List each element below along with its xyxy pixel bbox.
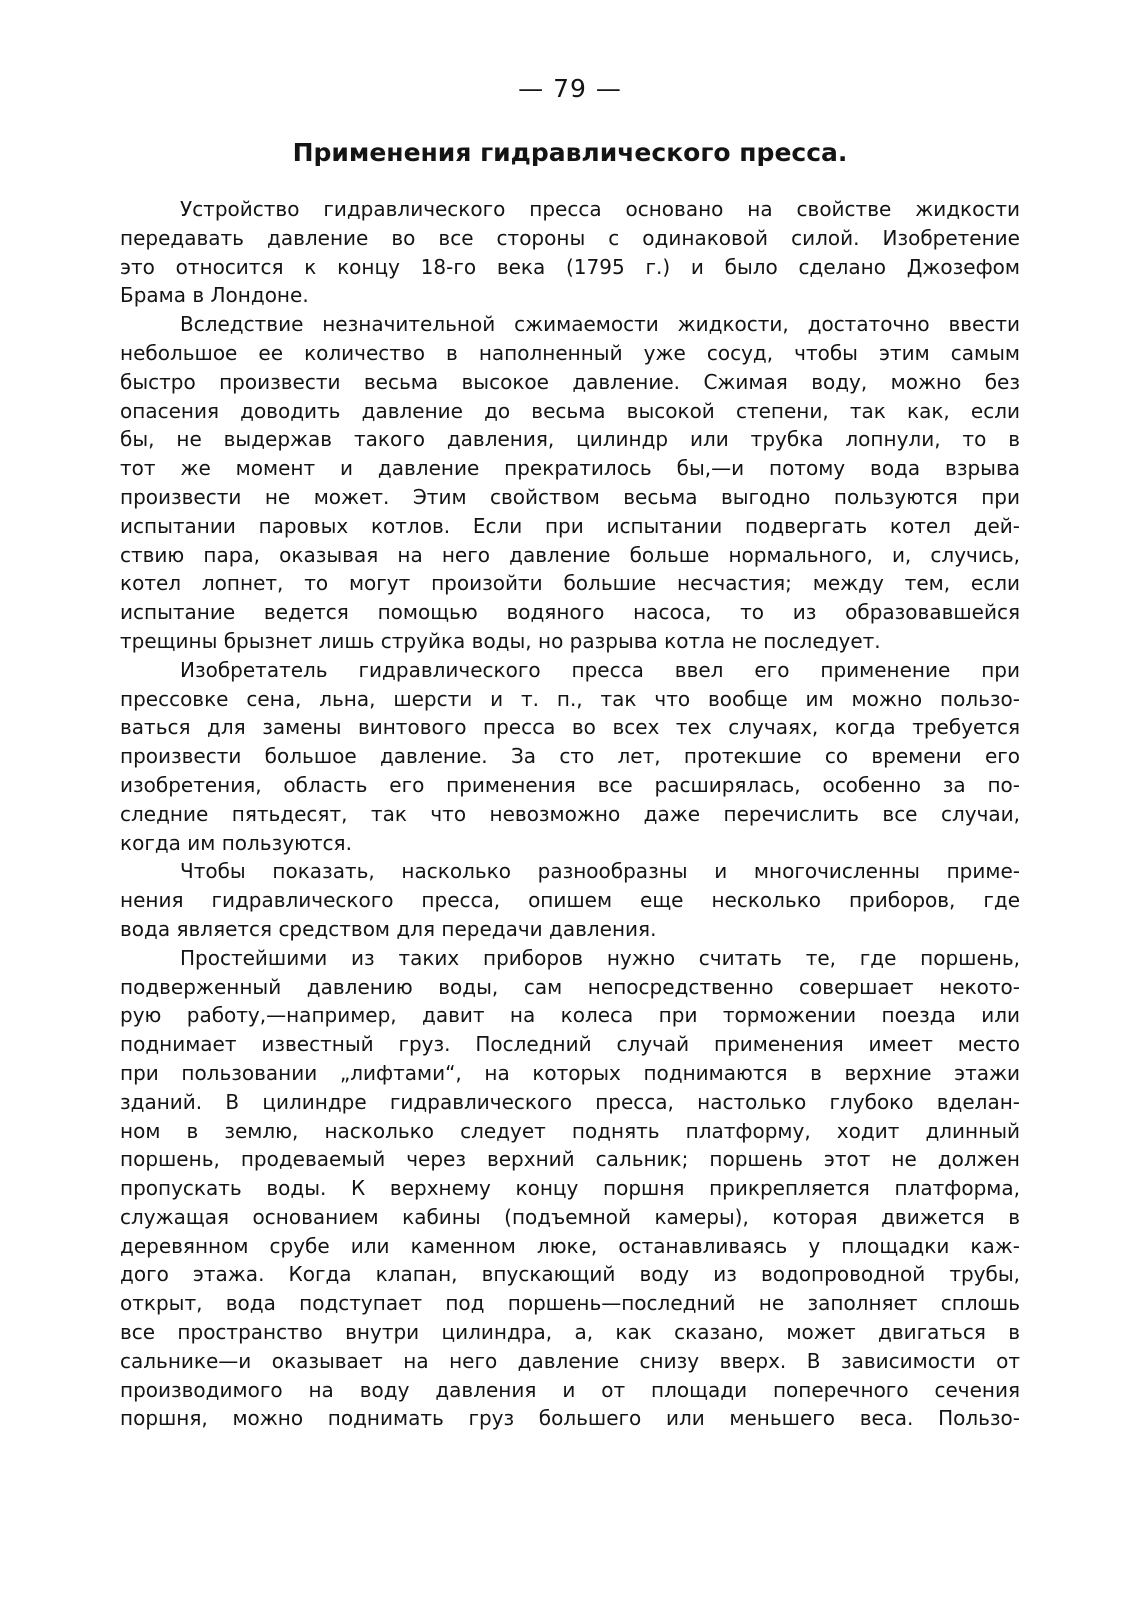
text-line: вода является средством для передачи давления. [120,916,657,941]
text-line: опасения доводить давление до весьма высокой степени, так как, если [120,398,1020,423]
body-text [120,195,1020,1433]
text-line: трещины брызнет лишь струйка воды, но разрыва котла не последует. [120,628,881,653]
text-line: сальнике—и оказывает на него давление снизу вверх. В зависимости от [120,1348,1020,1373]
text-line: испытании паровых котлов. Если при испытании подвергать котел дей- [120,513,1020,538]
paragraph [120,656,1020,858]
text-line: когда им пользуются. [120,830,352,855]
text-line: бы, не выдержав такого давления, цилиндр или трубка лопнули, то в [120,427,1020,452]
text-line: поршня, можно поднимать груз большего или меньшего веса. Пользо- [120,1406,1020,1431]
text-line: поршень, продеваемый через верхний сальник; поршень этот не должен [120,1147,1020,1172]
paragraph [120,857,1020,943]
text-line: следние пятьдесят, так что невозможно даже перечислить все случаи, [120,801,1020,826]
text-line: произвести не может. Этим свойством весьма выгодно пользуются при [120,484,1020,509]
text-line: рую работу,—например, давит на колеса при торможении поезда или [120,1003,1020,1028]
text-line: Вследствие незначительной сжимаемости жидкости, достаточно ввести [180,312,1020,337]
section-title: Применения гидравлического пресса. [292,138,848,167]
text-line: изобретения, область его применения все расширялась, особенно за по- [120,772,1020,797]
text-line: при пользовании „лифтами“, на которых поднимаются в верхние этажи [120,1060,1020,1085]
text-line: прессовке сена, льна, шерсти и т. п., так что вообще им можно пользо- [120,686,1020,711]
text-line: Изобретатель гидравлического пресса ввел его применение при [180,657,1020,682]
text-line: небольшое ее количество в наполненный уже сосуд, чтобы этим самым [120,340,1020,365]
text-line: подверженный давлению воды, сам непосредственно совершает некото- [120,974,1020,999]
text-line: дого этажа. Когда клапан, впускающий воду из водопроводной трубы, [120,1262,1020,1287]
text-line: Простейшими из таких приборов нужно считать те, где поршень, [180,945,1020,970]
text-line: ствию пара, оказывая на него давление больше нормального, и, случись, [120,542,1020,567]
text-line: пропускать воды. К верхнему концу поршня прикрепляется платформа, [120,1176,1020,1201]
text-line: ном в землю, насколько следует поднять платформу, ходит длинный [120,1118,1020,1143]
text-line: зданий. В цилиндре гидравлического пресса, настолько глубоко вделан- [120,1089,1020,1114]
text-line: поднимает известный груз. Последний случай применения имеет место [120,1032,1020,1057]
text-line: испытание ведется помощью водяного насоса, то из образовавшейся [120,600,1020,625]
paragraph [120,195,1020,310]
text-line: котел лопнет, то могут произойти большие несчастия; между тем, если [120,571,1020,596]
text-line: Устройство гидравлического пресса основано на свойстве жидкости [180,197,1020,221]
paragraph [120,944,1020,1434]
text-line: открыт, вода подступает под поршень—последний не заполняет сплошь [120,1291,1020,1316]
paragraph [120,310,1020,656]
text-line: ваться для замены винтового пресса во всех тех случаях, когда требуется [120,715,1020,740]
text-line: передавать давление во все стороны с одинаковой силой. Изобретение [120,225,1020,250]
text-line: деревянном срубе или каменном люке, останавливаясь у площадки каж- [120,1233,1020,1258]
text-line: производимого на воду давления и от площади поперечного сечения [120,1377,1020,1402]
text-line: тот же момент и давление прекратилось бы,—и потому вода взрыва [120,456,1020,481]
text-line: нения гидравлического пресса, опишем еще несколько приборов, где [120,888,1020,913]
text-line: все пространство внутри цилиндра, а, как сказано, может двигаться в [120,1320,1020,1345]
text-line: произвести большое давление. За сто лет, протекшие со времени его [120,744,1020,769]
text-line: служащая основанием кабины (подъемной камеры), которая движется в [120,1204,1020,1229]
text-line: это относится к концу 18-го века (1795 г.) и было сделано Джозефом [120,254,1020,279]
text-line: Чтобы показать, насколько разнообразны и многочисленны приме- [180,859,1020,884]
text-line: быстро произвести весьма высокое давление. Сжимая воду, можно без [120,369,1020,394]
page-number: — 79 — [518,74,622,103]
text-line: Брама в Лондоне. [120,283,309,308]
